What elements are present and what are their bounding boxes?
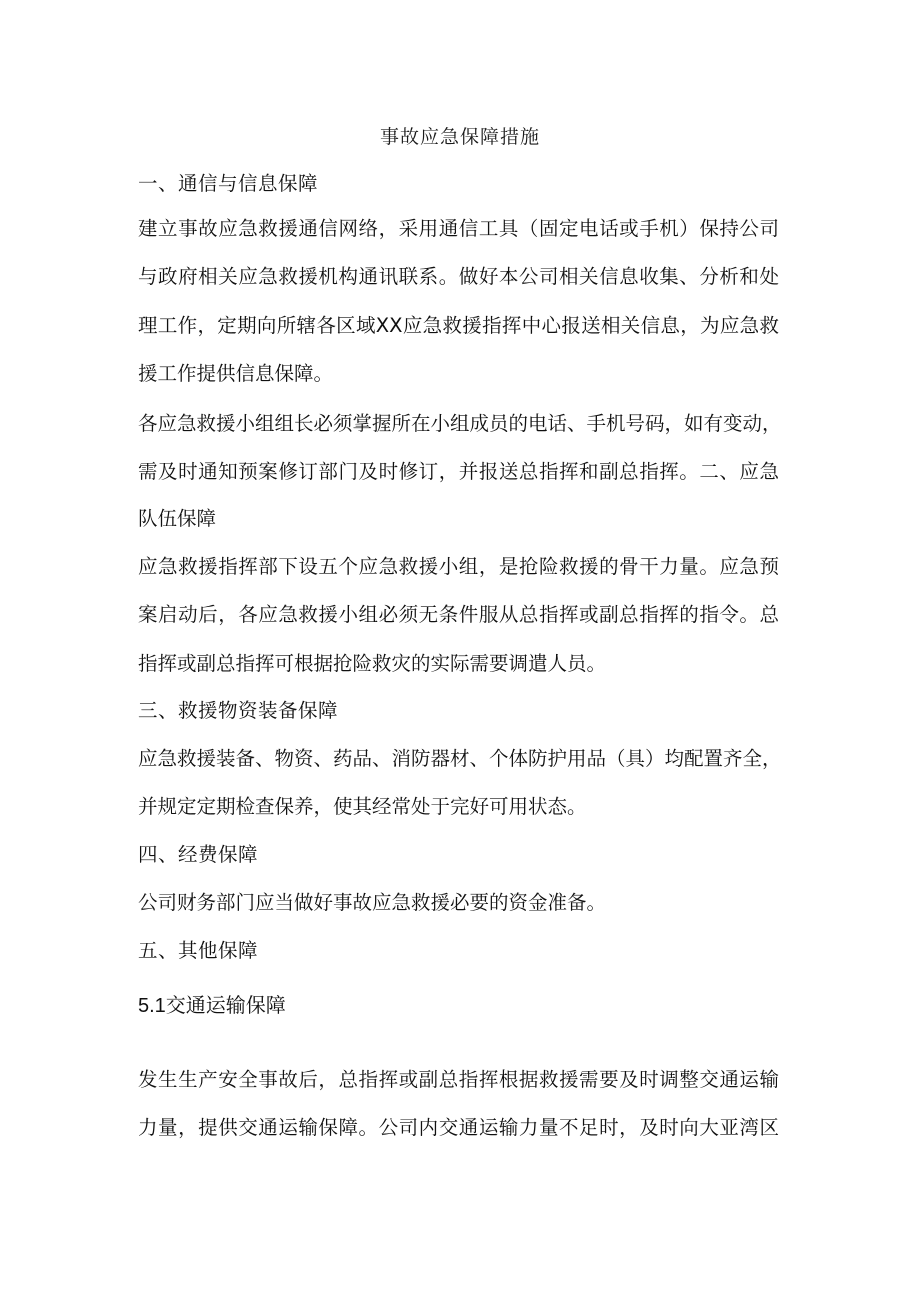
paragraph-line: 并规定定期检查保养，使其经常处于完好可用状态。: [138, 795, 587, 818]
paragraph-line: 应急救援装备、物资、药品、消防器材、个体防护用品（具）均配置齐全，: [138, 747, 782, 770]
paragraph-line: 与政府相关应急救援机构通讯联系。做好本公司相关信息收集、分析和处: [138, 265, 779, 288]
heading-funding: 四、经费保障: [138, 843, 259, 866]
paragraph-line: 建立事故应急救援通信网络，采用通信工具（固定电话或手机）保持公司: [138, 217, 779, 240]
paragraph-line: 案启动后，各应急救援小组必须无条件服从总指挥或副总指挥的指令。总: [138, 603, 779, 626]
paragraph-line: 力量，提供交通运输保障。公司内交通运输力量不足时，及时向大亚湾区: [138, 1116, 779, 1139]
paragraph-line: 援工作提供信息保障。: [138, 362, 334, 385]
paragraph-line: 需及时通知预案修订部门及时修订，并报送总指挥和副总指挥。二、应急: [138, 460, 779, 483]
heading-supplies: 三、救援物资装备保障: [138, 699, 339, 722]
paragraph-line: 公司财务部门应当做好事故应急救援必要的资金准备。: [138, 891, 607, 914]
paragraph-line: 各应急救援小组组长必须掌握所在小组成员的电话、手机号码，如有变动，: [138, 412, 782, 435]
paragraph-line: 理工作，定期向所辖各区域XX应急救援指挥中心报送相关信息，为应急救: [138, 314, 779, 337]
paragraph-line: 应急救援指挥部下设五个应急救援小组，是抢险救援的骨干力量。应急预: [138, 555, 779, 578]
heading-communication: 一、通信与信息保障: [138, 172, 319, 195]
heading-other: 五、其他保障: [138, 939, 259, 962]
paragraph-line: 指挥或副总指挥可根据抢险救灾的实际需要调遣人员。: [138, 652, 607, 675]
document-title: 事故应急保障措施: [379, 126, 540, 148]
paragraph-line: 发生生产安全事故后，总指挥或副总指挥根据救援需要及时调整交通运输: [138, 1068, 779, 1091]
paragraph-line: 队伍保障: [138, 507, 217, 530]
subheading-transport: 5.1交通运输保障: [138, 995, 286, 1017]
